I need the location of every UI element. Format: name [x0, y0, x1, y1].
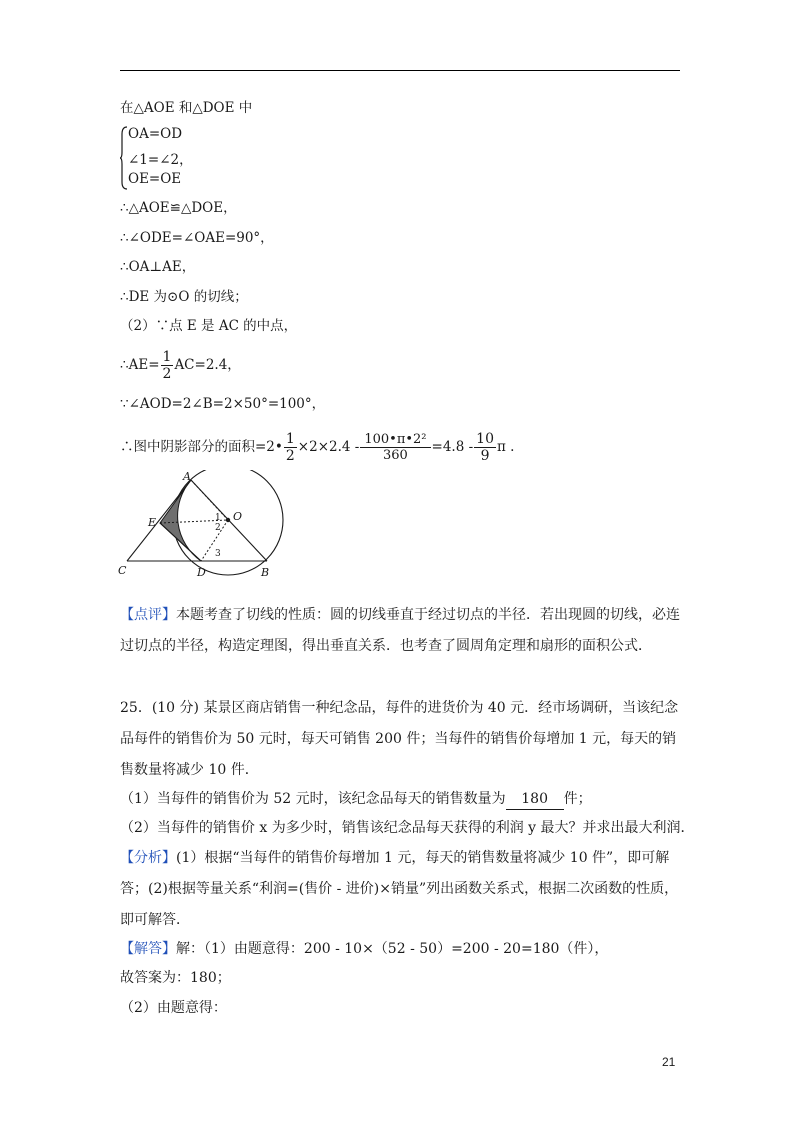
text: π . [497, 439, 515, 455]
fraction-half [161, 350, 174, 381]
solution-line: （2）由题意得： [120, 1000, 227, 1016]
angle-label-2: 2 [215, 523, 221, 533]
label-d: D [197, 566, 206, 579]
fraction-ten-ninths [474, 432, 496, 463]
question-1 [120, 789, 592, 810]
label-c: C [118, 564, 127, 577]
proof-line: ∴OA⊥AE， [120, 259, 196, 275]
fraction-denominator: 9 [480, 448, 490, 464]
text: 件； [563, 791, 592, 807]
text: ×2×2.4 - [297, 439, 360, 455]
fraction-half [284, 432, 297, 463]
answer-blank: 180 [506, 789, 564, 810]
proof-line: ∴△AOE≌△DOE， [120, 200, 237, 216]
label-o: O [233, 510, 243, 523]
proof-line-area [120, 432, 514, 463]
label-a: A [183, 470, 191, 483]
proof-line: ∴∠ODE=∠OAE=90°， [120, 230, 274, 246]
geometry-figure [115, 470, 300, 582]
center-point [226, 518, 230, 522]
proof-intro: 在△AOE 和△DOE 中 [120, 100, 253, 116]
comment-tag: 【点评】 [120, 607, 176, 623]
page-number: 21 [662, 1055, 676, 1069]
equation-system [120, 126, 240, 192]
fraction-sector [360, 433, 430, 462]
fraction-numerator: 1 [285, 431, 295, 447]
circle-o [173, 470, 283, 575]
left-brace [120, 126, 128, 190]
text: ∴AE= [120, 357, 160, 373]
angle-label-3: 3 [215, 549, 221, 559]
solution-line: 故答案为：180； [120, 970, 231, 986]
fraction-denominator: 360 [383, 448, 408, 463]
header-rule [120, 70, 680, 71]
solution-line [120, 939, 608, 959]
fraction-numerator: 100•π•2² [360, 433, 430, 448]
fraction-denominator: 2 [285, 448, 295, 464]
text: =4.8 - [431, 439, 474, 455]
analysis-tag: 【分析】 [120, 850, 176, 866]
proof-line-ae [120, 350, 241, 381]
text: 解：（1）由题意得：200 - 10×（52 - 50）=200 - 20=180（件）， [176, 941, 609, 957]
text: ∴图中阴影部分的面积=2• [120, 439, 283, 455]
proof-line: ∵∠AOD=2∠B=2×50°=100°， [120, 396, 326, 412]
comment-paragraph [120, 600, 680, 662]
text: AC=2.4， [174, 357, 241, 373]
fraction-denominator: 2 [162, 366, 172, 382]
analysis-text: (1）根据“当每件的销售价每增加 1 元，每天的销售数量将减少 10 件”，即可解答；(2)根据等量关系“利润=(售价 - 进价)×销量”列出函数关系式，根据二次函数的性质，即可解答． [120, 850, 679, 928]
comment-text: 本题考查了切线的性质：圆的切线垂直于经过切点的半径．若出现圆的切线，必连过切点的半径，构造定理图，得出垂直关系．也考查了圆周角定理和扇形的面积公式． [120, 607, 680, 654]
question-2: （2）当每件的销售价 x 为多少时，销售该纪念品每天获得的利润 y 最大？并求出最大利润． [120, 820, 695, 836]
fraction-numerator: 10 [476, 431, 494, 447]
fraction-numerator: 1 [162, 349, 172, 365]
system-row: OA=OD [128, 126, 183, 142]
proof-line: ∴DE 为⊙O 的切线； [120, 289, 248, 305]
problem-stem: 25．(10 分) 某景区商店销售一种纪念品，每件的进货价为 40 元．经市场调研，当该纪念品每件的销售价为 50 元时，每天可销售 200 件；当每件的销售价每增加 1 元，每天的销售数量将减少 10 件． [120, 700, 679, 778]
angle-label-1: 1 [215, 513, 221, 523]
system-row: ∠1=∠2， [128, 152, 193, 168]
solution-tag: 【解答】 [120, 941, 176, 957]
system-row: OE=OE [128, 171, 182, 187]
proof-line: （2）∵点 E 是 AC 的中点， [120, 318, 298, 334]
label-e: E [148, 516, 157, 529]
analysis-paragraph [120, 843, 680, 936]
label-b: B [261, 566, 270, 579]
segment-ed [160, 523, 201, 561]
text: （1）当每件的销售价为 52 元时，该纪念品每天的销售数量为 [120, 791, 506, 807]
